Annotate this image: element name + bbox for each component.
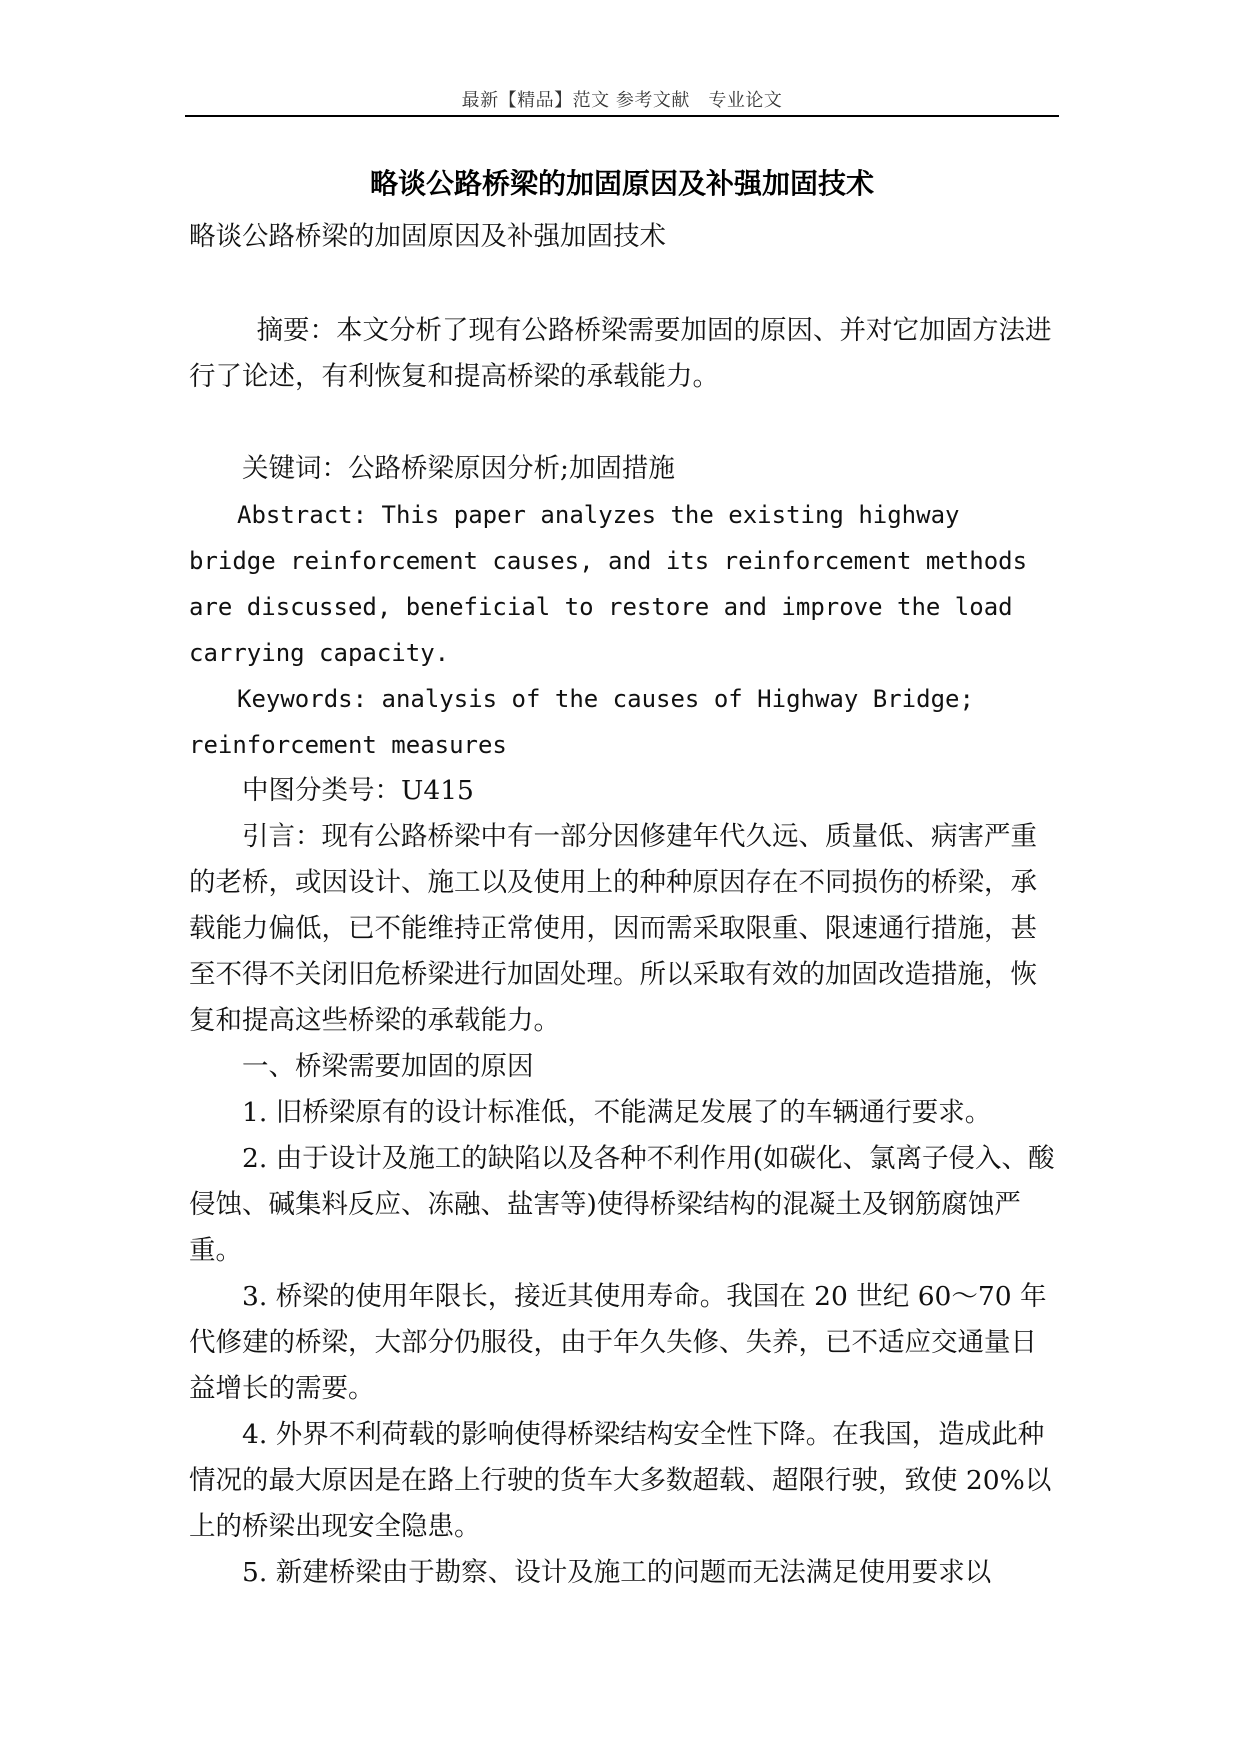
abstract-en: Abstract: This paper analyzes the existing highway bridge reinforcement causes, and its reinforcement methods are discussed, beneficial to restore and improve the load carrying capacity. [189,501,1028,667]
keywords-en: Keywords: analysis of the causes of Highway Bridge; reinforcement measures [189,685,974,759]
document-body [189,214,1055,1596]
list-item: 3. 桥梁的使用年限长，接近其使用寿命。我国在 20 世纪 60～70 年代修建的桥梁，大部分仍服役，由于年久失修、失养，已不适应交通量日益增长的需要。 [189,1281,1047,1404]
list-item: 4. 外界不利荷载的影响使得桥梁结构安全性下降。在我国，造成此种情况的最大原因是在路上行驶的货车大多数超载、超限行驶，致使 20%以上的桥梁出现安全隐患。 [189,1419,1052,1542]
keywords-cn: 关键词：公路桥梁原因分析;加固措施 [242,453,675,484]
list-item: 1. 旧桥梁原有的设计标准低，不能满足发展了的车辆通行要求。 [242,1097,992,1128]
introduction: 引言：现有公路桥梁中有一部分因修建年代久远、质量低、病害严重的老桥，或因设计、施工以及使用上的种种原因存在不同损伤的桥梁，承载能力偏低，已不能维持正常使用，因而需采取限重、限速通行措施，甚至不得不关闭旧危桥梁进行加固处理。所以采取有效的加固改造措施，恢复和提高这些桥梁的承载能力。 [189,821,1037,1036]
header-divider [185,115,1059,117]
document-title: 略谈公路桥梁的加固原因及补强加固技术 [369,167,874,200]
page-header: 最新【精品】范文 参考文献 专业论文 [461,90,783,111]
section-heading: 一、桥梁需要加固的原因 [242,1051,534,1082]
abstract-cn: 摘要：本文分析了现有公路桥梁需要加固的原因、并对它加固方法进行了论述，有利恢复和提高桥梁的承载能力。 [189,315,1052,392]
classification-number: 中图分类号：U415 [242,775,474,806]
list-item: 2. 由于设计及施工的缺陷以及各种不利作用(如碳化、氯离子侵入、酸侵蚀、碱集料反应、冻融、盐害等)使得桥梁结构的混凝土及钢筋腐蚀严重。 [189,1143,1055,1266]
list-item: 5. 新建桥梁由于勘察、设计及施工的问题而无法满足使用要求以 [242,1557,992,1588]
subtitle: 略谈公路桥梁的加固原因及补强加固技术 [189,221,666,252]
